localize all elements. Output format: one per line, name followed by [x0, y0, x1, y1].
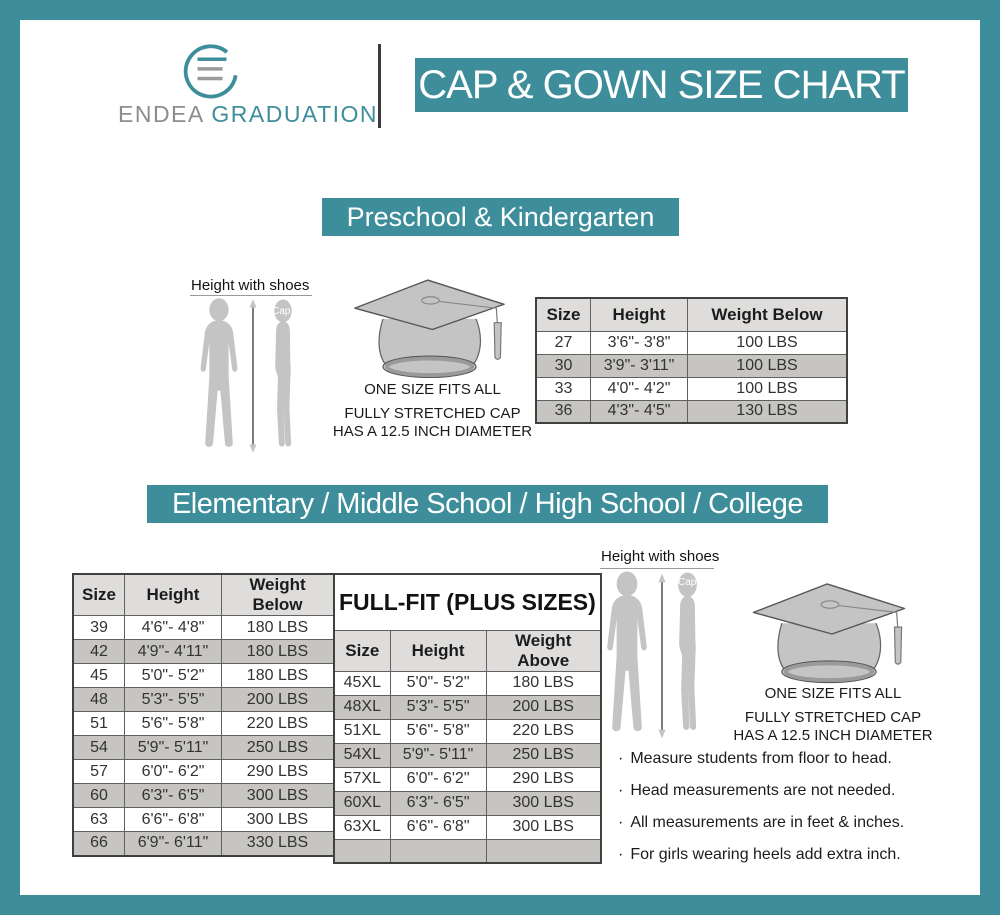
table-cell: 300 LBS — [486, 791, 601, 815]
cap-note-line3: HAS A 12.5 INCH DIAMETER — [332, 423, 533, 440]
school-size-tables — [72, 573, 602, 864]
table-cell: 57 — [73, 760, 125, 784]
table-row — [73, 808, 334, 832]
table-cell — [486, 839, 601, 863]
cap-note-line1: ONE SIZE FITS ALL — [764, 685, 902, 702]
table-row — [73, 688, 334, 712]
table-header-row — [536, 298, 847, 331]
table-cell: 5'6"- 5'8" — [125, 712, 222, 736]
table-cell: 300 LBS — [486, 815, 601, 839]
table-cell: 6'3"- 6'5" — [390, 791, 486, 815]
table-cell: 45XL — [334, 671, 390, 695]
table-cell: 6'6"- 6'8" — [390, 815, 486, 839]
table-row — [334, 839, 601, 863]
endea-logo-icon — [182, 42, 240, 100]
brand-name — [118, 101, 379, 128]
table-cell — [390, 839, 486, 863]
table-row — [334, 791, 601, 815]
graduation-cap-icon — [750, 582, 908, 685]
table-body — [334, 671, 601, 863]
measurement-note: · Head measurements are not needed. — [618, 782, 938, 800]
table-cell: 4'0"- 4'2" — [591, 377, 688, 400]
table-cell: 6'6"- 6'8" — [125, 808, 222, 832]
table-header — [73, 574, 334, 616]
table-cell: 4'9"- 4'11" — [125, 640, 222, 664]
column-header: Size — [536, 298, 591, 331]
table-cell: 250 LBS — [486, 743, 601, 767]
table-cell: 4'6"- 4'8" — [125, 616, 222, 640]
cap-note-line2: FULLY STRETCHED CAP — [344, 405, 521, 422]
table-cell: 63 — [73, 808, 125, 832]
table-cell: 51 — [73, 712, 125, 736]
header-divider — [378, 44, 381, 128]
plus-table-title-row — [334, 574, 601, 630]
table-cell: 60 — [73, 784, 125, 808]
table-row — [536, 354, 847, 377]
adult-side-silhouette-icon — [672, 572, 703, 739]
table-cell: 130 LBS — [688, 400, 848, 423]
table-cell: 180 LBS — [222, 664, 335, 688]
table-row — [73, 616, 334, 640]
table-cell: 6'3"- 6'5" — [125, 784, 222, 808]
measure-top-line — [190, 295, 312, 296]
table-cell: 4'3"- 4'5" — [591, 400, 688, 423]
table-cell: 5'3"- 5'5" — [390, 695, 486, 719]
table-cell: 66 — [73, 832, 125, 856]
table-cell: 5'0"- 5'2" — [390, 671, 486, 695]
table-body — [73, 616, 334, 856]
table-row — [334, 743, 601, 767]
table-cell: 250 LBS — [222, 736, 335, 760]
table-cell: 36 — [536, 400, 591, 423]
cap-note-line2: FULLY STRETCHED CAP — [744, 709, 922, 726]
table-header-row — [73, 574, 334, 616]
measurement-note: · For girls wearing heels add extra inch. — [618, 846, 938, 864]
table-cell: 180 LBS — [486, 671, 601, 695]
measure-top-line — [600, 568, 714, 569]
table-cell: 6'9"- 6'11" — [125, 832, 222, 856]
child-front-silhouette-icon — [196, 297, 242, 455]
table-cell: 180 LBS — [222, 640, 335, 664]
table-header — [536, 298, 847, 331]
table-cell: 220 LBS — [222, 712, 335, 736]
table-cell: 5'6"- 5'8" — [390, 719, 486, 743]
table-cell: 290 LBS — [222, 760, 335, 784]
table-cell: 3'9"- 3'11" — [591, 354, 688, 377]
section-banner-preschool: Preschool & Kindergarten — [322, 198, 679, 236]
table-cell: 100 LBS — [688, 331, 848, 354]
table-cell: 300 LBS — [222, 808, 335, 832]
table-row — [536, 400, 847, 423]
table-cell: 45 — [73, 664, 125, 688]
table-cell: 330 LBS — [222, 832, 335, 856]
column-header: Weight Below — [688, 298, 848, 331]
table-cell: 54XL — [334, 743, 390, 767]
table-cell: 3'6"- 3'8" — [591, 331, 688, 354]
height-with-shoes-label: Height with shoes — [601, 548, 720, 565]
column-header: Height — [390, 630, 486, 671]
table-cell: 63XL — [334, 815, 390, 839]
measurement-note: · All measurements are in feet & inches. — [618, 814, 938, 832]
column-header: Height — [591, 298, 688, 331]
height-with-shoes-label: Height with shoes — [191, 277, 310, 294]
table-cell: 100 LBS — [688, 354, 848, 377]
table-cell: 48 — [73, 688, 125, 712]
table-row — [536, 377, 847, 400]
table-row — [334, 695, 601, 719]
cap-note — [330, 381, 535, 441]
column-header: Size — [73, 574, 125, 616]
table-cell: 5'0"- 5'2" — [125, 664, 222, 688]
height-measure-arrow-icon — [656, 573, 668, 739]
table-cell: 5'3"- 5'5" — [125, 688, 222, 712]
table-row — [73, 832, 334, 856]
brand-name-secondary: GRADUATION — [211, 101, 379, 127]
table-cell: 51XL — [334, 719, 390, 743]
measurement-note: · Measure students from floor to head. — [618, 750, 938, 768]
table-cell: 5'9"- 5'11" — [390, 743, 486, 767]
table-cell: 60XL — [334, 791, 390, 815]
table-cell: 200 LBS — [486, 695, 601, 719]
section-banner-school: Elementary / Middle School / High School / College — [147, 485, 828, 523]
measurement-notes — [618, 750, 938, 878]
table-row — [73, 784, 334, 808]
table-row — [73, 640, 334, 664]
table-cell: 100 LBS — [688, 377, 848, 400]
table-cell — [334, 839, 390, 863]
table-body — [536, 331, 847, 423]
table-cell: 30 — [536, 354, 591, 377]
table-row — [73, 736, 334, 760]
page-title: CAP & GOWN SIZE CHART — [415, 58, 908, 112]
table-cell: 290 LBS — [486, 767, 601, 791]
column-header: Weight Above — [486, 630, 601, 671]
column-header: Height — [125, 574, 222, 616]
table-cell: 54 — [73, 736, 125, 760]
table-cell: 42 — [73, 640, 125, 664]
table-cell: 27 — [536, 331, 591, 354]
table-row — [334, 767, 601, 791]
preschool-size-table — [535, 297, 848, 424]
table-row — [73, 760, 334, 784]
height-measure-arrow-icon — [247, 299, 259, 453]
plus-table-title: FULL-FIT (PLUS SIZES) — [334, 574, 601, 630]
plus-size-table — [333, 573, 602, 864]
table-cell: 33 — [536, 377, 591, 400]
table-cell: 6'0"- 6'2" — [125, 760, 222, 784]
table-cell: 6'0"- 6'2" — [390, 767, 486, 791]
column-header: Weight Below — [222, 574, 335, 616]
cap-note-line3: HAS A 12.5 INCH DIAMETER — [733, 727, 933, 744]
table-row — [334, 719, 601, 743]
cap-note-line1: ONE SIZE FITS ALL — [364, 381, 501, 398]
table-row — [73, 712, 334, 736]
table-cell: 48XL — [334, 695, 390, 719]
table-cell: 5'9"- 5'11" — [125, 736, 222, 760]
table-header — [334, 574, 601, 671]
cap-word-label: Cap — [272, 306, 291, 317]
table-cell: 220 LBS — [486, 719, 601, 743]
table-cell: 39 — [73, 616, 125, 640]
cap-word-label: Cap — [678, 577, 697, 588]
table-row — [334, 671, 601, 695]
table-row — [334, 815, 601, 839]
column-header: Size — [334, 630, 390, 671]
graduation-cap-icon — [352, 278, 507, 380]
table-cell: 300 LBS — [222, 784, 335, 808]
table-header-row — [334, 630, 601, 671]
adult-front-silhouette-icon — [602, 571, 652, 739]
brand-name-primary: ENDEA — [118, 101, 204, 127]
table-row — [536, 331, 847, 354]
table-row — [73, 664, 334, 688]
child-side-silhouette-icon — [266, 299, 300, 455]
table-cell: 180 LBS — [222, 616, 335, 640]
table-cell: 57XL — [334, 767, 390, 791]
table-cell: 200 LBS — [222, 688, 335, 712]
school-size-table — [72, 573, 335, 857]
cap-note — [728, 685, 938, 745]
